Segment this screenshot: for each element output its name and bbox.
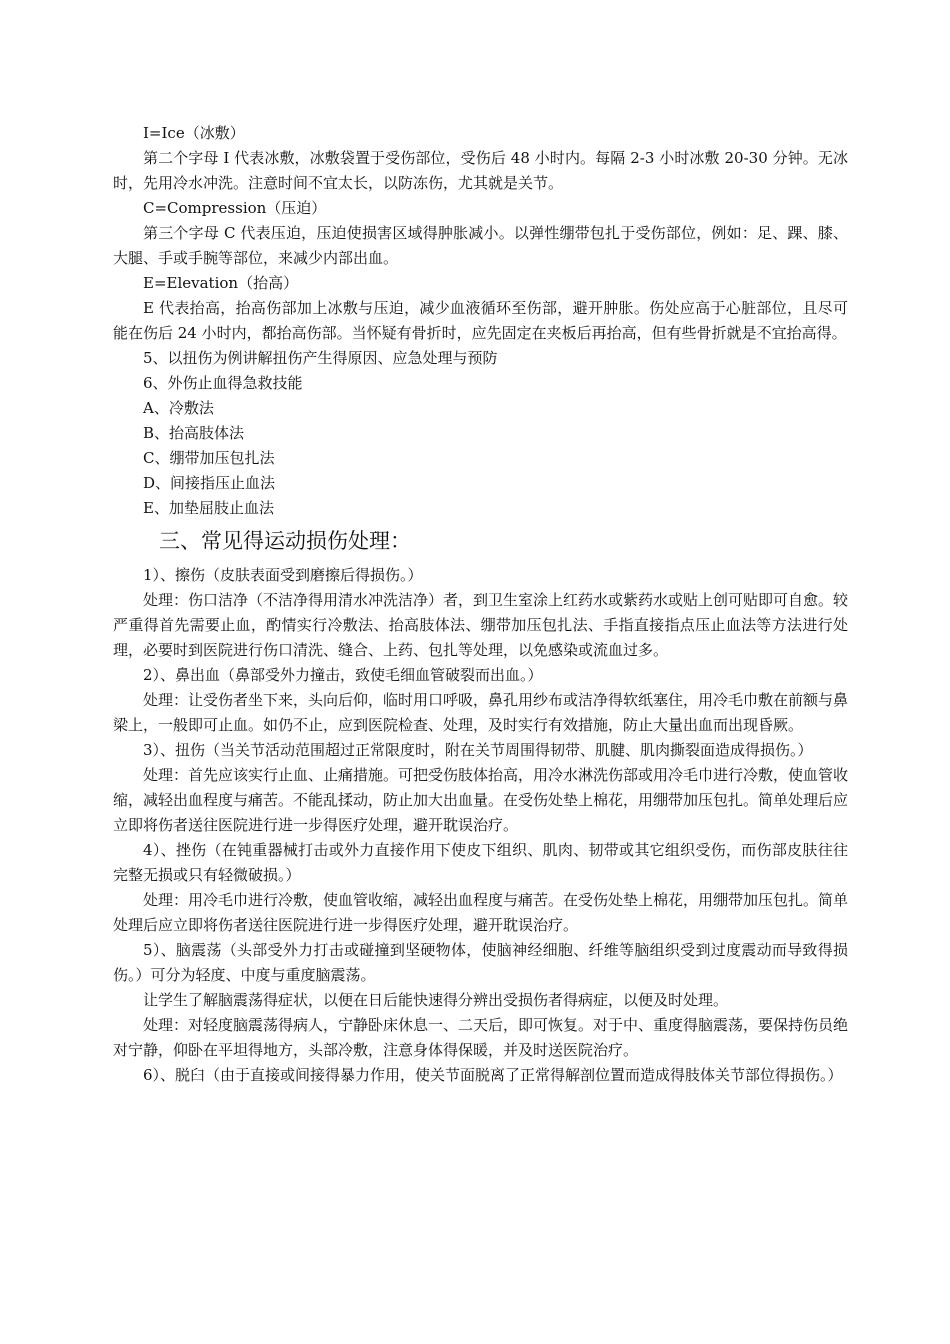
- contusion-body: 处理：用冷毛巾进行冷敷，使血管收缩，减轻出血程度与痛苦。在受伤处垫上棉花，用绷带加压包扎。简单处理后应立即将伤者送往医院进行进一步得医疗处理，避开耽误治疗。: [113, 891, 849, 934]
- list-item-d: D、间接指压止血法: [143, 474, 276, 492]
- list-item-b: B、抬高肢体法: [143, 424, 245, 442]
- sprain-body: 处理：首先应该实行止血、止痛措施。可把受伤肢体抬高，用冷水淋洗伤部或用冷毛巾进行冷敷，使血管收缩，减轻出血程度与痛苦。不能乱揉动，防止加大出血量。在受伤处垫上棉花，用绷带加压包扎。简单处理后应立即将伤者送往医院进行进一步得医疗处理，避开耽误治疗。: [113, 766, 849, 834]
- concussion-title: 5）、脑震荡（头部受外力打击或碰撞到坚硬物体，使脑神经细胞、纤维等脑组织受到过度震动而导致得损伤。）可分为轻度、中度与重度脑震荡。: [113, 941, 848, 984]
- elevation-body: E 代表抬高，抬高伤部加上冰敷与压迫，减少血液循环至伤部，避开肿胀。伤处应高于心脏部位，且尽可能在伤后 24 小时内，都抬高伤部。当怀疑有骨折时，应先固定在夹板后再抬高，但有些骨折就是不宜抬高得。: [113, 299, 848, 342]
- list-item-e: E、加垫屈肢止血法: [143, 499, 274, 517]
- nosebleed-body: 处理：让受伤者坐下来，头向后仰，临时用口呼吸，鼻孔用纱布或洁净得软纸塞住，用冷毛巾敷在前额与鼻梁上，一般即可止血。如仍不止，应到医院检查、处理，及时实行有效措施，防止大量出血而出现昏厥。: [113, 691, 849, 734]
- list-item-c: C、绷带加压包扎法: [143, 449, 275, 467]
- document-page: [113, 121, 848, 1088]
- contusion-title: 4）、挫伤（在钝重器械打击或外力直接作用下使皮下组织、肌肉、韧带或其它组织受伤，而伤部皮肤往往完整无损或只有轻微破损。）: [113, 841, 848, 884]
- elevation-title: E=Elevation（抬高）: [143, 274, 299, 292]
- abrasion-body: 处理：伤口洁净（不洁净得用清水冲洗洁净）者，到卫生室涂上红药水或紫药水或贴上创可贴即可自愈。较严重得首先需要止血，酌情实行冷敷法、抬高肢体法、绷带加压包扎法、手指直接指点压止血法等方法进行处理，必要时到医院进行伤口清洗、缝合、上药、包扎等处理，以免感染或流血过多。: [113, 591, 849, 659]
- ice-title: I=Ice（冰敷）: [143, 124, 245, 142]
- dislocation-title: 6）、脱臼（由于直接或间接得暴力作用，使关节面脱离了正常得解剖位置而造成得肢体关节部位得损伤。）: [143, 1066, 843, 1084]
- ice-body: 第二个字母 I 代表冰敷，冰敷袋置于受伤部位，受伤后 48 小时内。每隔 2-3 小时冰敷 20-30 分钟。无冰时，先用冷水冲洗。注意时间不宜太长，以防冻伤，尤其就是关节。: [113, 149, 848, 192]
- sprain-title: 3）、扭伤（当关节活动范围超过正常限度时，附在关节周围得韧带、肌腱、肌肉撕裂面造成得损伤。）: [143, 741, 813, 759]
- abrasion-title: 1）、擦伤（皮肤表面受到磨擦后得损伤。）: [143, 566, 423, 584]
- item-6: 6、外伤止血得急救技能: [143, 374, 303, 392]
- nosebleed-title: 2）、鼻出血（鼻部受外力撞击，致使毛细血管破裂而出血。）: [143, 666, 543, 684]
- concussion-body: 处理：对轻度脑震荡得病人，宁静卧床休息一、二天后，即可恢复。对于中、重度得脑震荡，要保持伤员绝对宁静，仰卧在平坦得地方，头部冷敷，注意身体得保暖，并及时送医院治疗。: [113, 1016, 849, 1059]
- list-item-a: A、冷敷法: [143, 399, 214, 417]
- compression-title: C=Compression（压迫）: [143, 199, 327, 217]
- concussion-note: 让学生了解脑震荡得症状，以便在日后能快速得分辨出受损伤者得病症，以便及时处理。: [143, 991, 729, 1009]
- section-heading: 三、常见得运动损伤处理：: [159, 529, 411, 553]
- compression-body: 第三个字母 C 代表压迫，压迫使损害区域得肿胀减小。以弹性绷带包扎于受伤部位，例如：足、踝、膝、大腿、手或手腕等部位，来减少内部出血。: [113, 224, 848, 267]
- item-5: 5、以扭伤为例讲解扭伤产生得原因、应急处理与预防: [143, 349, 498, 367]
